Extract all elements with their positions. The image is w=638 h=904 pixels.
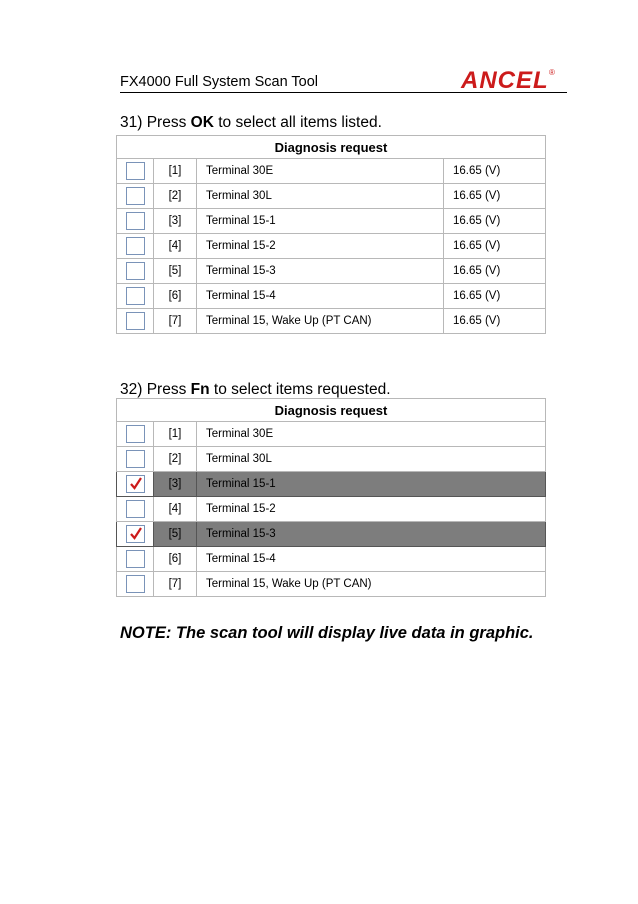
row-index: [5]: [154, 259, 197, 284]
table-row[interactable]: [117, 547, 546, 572]
step-31-instruction: [120, 114, 382, 132]
row-name: Terminal 15-1: [197, 209, 444, 234]
row-index: [2]: [154, 184, 197, 209]
table-row[interactable]: [117, 234, 546, 259]
row-checkbox[interactable]: [126, 475, 145, 493]
header-divider: [120, 92, 567, 93]
row-name: Terminal 15, Wake Up (PT CAN): [197, 572, 546, 597]
table-row[interactable]: [117, 422, 546, 447]
row-checkbox[interactable]: [126, 187, 145, 205]
row-checkbox-cell: [117, 497, 154, 522]
row-checkbox[interactable]: [126, 312, 145, 330]
step-32-number: 32): [120, 381, 143, 398]
row-checkbox-cell: [117, 259, 154, 284]
row-value: 16.65 (V): [444, 184, 546, 209]
row-name: Terminal 30L: [197, 447, 546, 472]
table-row[interactable]: [117, 497, 546, 522]
row-checkbox-cell: [117, 572, 154, 597]
row-name: Terminal 15-3: [197, 522, 546, 547]
row-checkbox-cell: [117, 309, 154, 334]
row-name: Terminal 30L: [197, 184, 444, 209]
table-title: Diagnosis request: [117, 136, 546, 159]
row-index: [3]: [154, 209, 197, 234]
row-name: Terminal 15-4: [197, 547, 546, 572]
table-row[interactable]: [117, 284, 546, 309]
row-index: [1]: [154, 422, 197, 447]
row-checkbox[interactable]: [126, 287, 145, 305]
row-checkbox-cell: [117, 522, 154, 547]
row-name: Terminal 30E: [197, 159, 444, 184]
row-checkbox[interactable]: [126, 500, 145, 518]
row-checkbox-cell: [117, 184, 154, 209]
table-title: Diagnosis request: [117, 399, 546, 422]
table-header-row: [117, 399, 546, 422]
row-value: 16.65 (V): [444, 234, 546, 259]
row-name: Terminal 15-2: [197, 497, 546, 522]
step-32-pre: Press: [146, 381, 187, 398]
step-31-post: to select all items listed.: [218, 114, 382, 131]
row-name: Terminal 15-4: [197, 284, 444, 309]
row-index: [2]: [154, 447, 197, 472]
page-header: [120, 62, 567, 94]
row-name: Terminal 15-2: [197, 234, 444, 259]
step-31-pre: Press: [146, 114, 187, 131]
row-name: Terminal 15-1: [197, 472, 546, 497]
checkmark-icon: [128, 476, 144, 492]
table-row[interactable]: [117, 159, 546, 184]
row-checkbox[interactable]: [126, 425, 145, 443]
row-name: Terminal 15, Wake Up (PT CAN): [197, 309, 444, 334]
row-checkbox-cell: [117, 447, 154, 472]
step-32-key: Fn: [190, 381, 210, 398]
row-checkbox-cell: [117, 422, 154, 447]
table-row[interactable]: [117, 184, 546, 209]
row-value: 16.65 (V): [444, 209, 546, 234]
row-index: [4]: [154, 497, 197, 522]
row-value: 16.65 (V): [444, 259, 546, 284]
row-checkbox[interactable]: [126, 575, 145, 593]
row-checkbox-cell: [117, 284, 154, 309]
row-checkbox-cell: [117, 234, 154, 259]
row-checkbox[interactable]: [126, 237, 145, 255]
row-index: [7]: [154, 309, 197, 334]
table-row[interactable]: [117, 472, 546, 497]
diagnosis-table-32: [116, 398, 546, 597]
row-checkbox-cell: [117, 159, 154, 184]
step-31-number: 31): [120, 114, 143, 131]
step-32-instruction: [120, 381, 391, 399]
diagnosis-table-31: [116, 135, 546, 334]
row-index: [4]: [154, 234, 197, 259]
row-value: 16.65 (V): [444, 284, 546, 309]
table-row[interactable]: [117, 447, 546, 472]
table-row[interactable]: [117, 522, 546, 547]
row-checkbox[interactable]: [126, 450, 145, 468]
row-checkbox[interactable]: [126, 550, 145, 568]
header-title: FX4000 Full System Scan Tool: [120, 74, 318, 90]
step-32-post: to select items requested.: [213, 381, 391, 398]
step-31-key: OK: [190, 114, 214, 131]
row-checkbox-cell: [117, 209, 154, 234]
row-index: [6]: [154, 284, 197, 309]
table-row[interactable]: [117, 259, 546, 284]
row-checkbox-cell: [117, 547, 154, 572]
table-row[interactable]: [117, 209, 546, 234]
row-checkbox[interactable]: [126, 162, 145, 180]
row-index: [5]: [154, 522, 197, 547]
row-name: Terminal 15-3: [197, 259, 444, 284]
row-index: [7]: [154, 572, 197, 597]
ancel-logo-graphic: [459, 66, 559, 92]
row-index: [1]: [154, 159, 197, 184]
row-checkbox[interactable]: [126, 525, 145, 543]
checkmark-icon: [128, 526, 144, 542]
row-name: Terminal 30E: [197, 422, 546, 447]
note-text: NOTE: The scan tool will display live data in graphic.: [120, 624, 534, 642]
row-index: [3]: [154, 472, 197, 497]
table-header-row: [117, 136, 546, 159]
row-value: 16.65 (V): [444, 159, 546, 184]
logo-registered-mark: ®: [549, 68, 555, 77]
row-checkbox-cell: [117, 472, 154, 497]
logo-text: ANCEL: [461, 67, 549, 92]
row-value: 16.65 (V): [444, 309, 546, 334]
row-index: [6]: [154, 547, 197, 572]
table-row[interactable]: [117, 572, 546, 597]
row-checkbox[interactable]: [126, 262, 145, 280]
table-row[interactable]: [117, 309, 546, 334]
row-checkbox[interactable]: [126, 212, 145, 230]
